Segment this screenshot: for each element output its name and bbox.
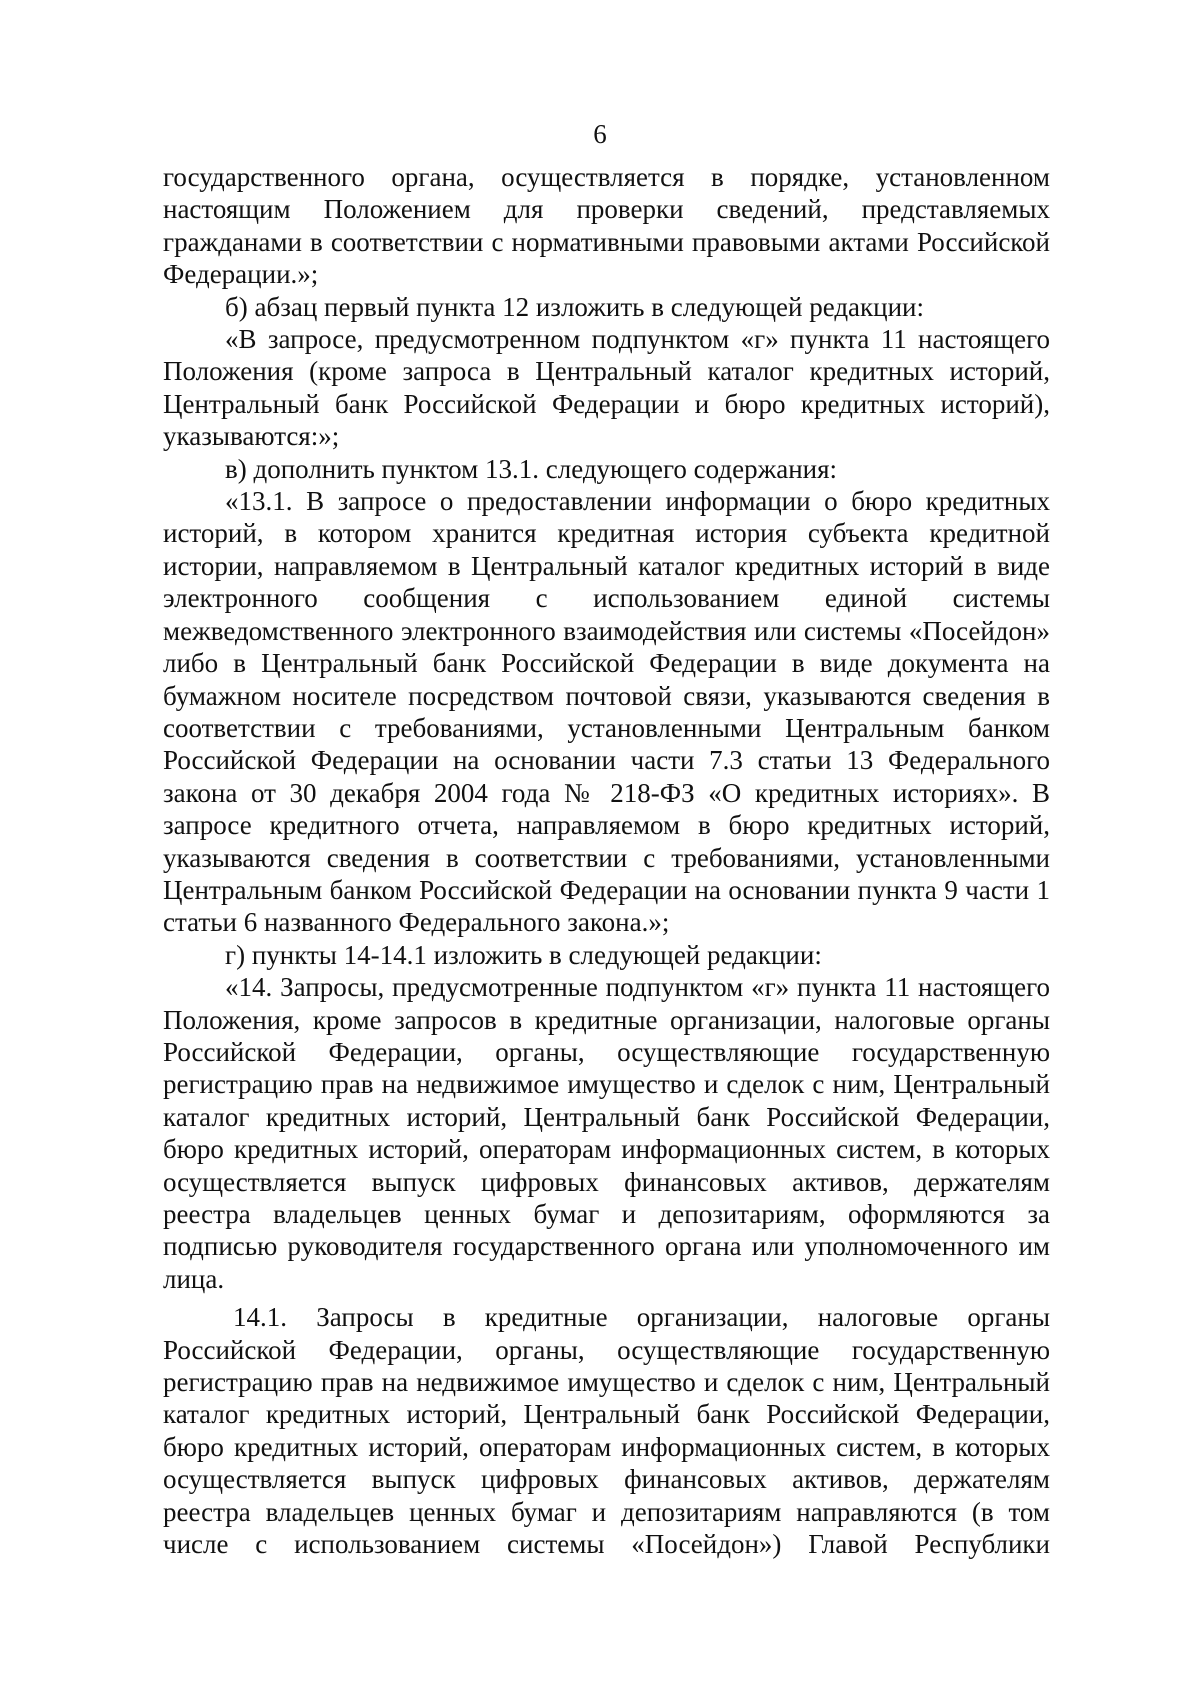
page-number: 6 [593, 119, 607, 149]
paragraph-amendment-g: г) пункты 14-14.1 изложить в следующей редакции: [225, 939, 822, 970]
paragraph-clause-14: «14. Запросы, предусмотренные подпунктом «г» пункта 11 настоящего Положения, кроме запросов в кредитные организации, налоговые органы Российской Федерации, органы, осуществляющие государственную регистрацию прав на недвижимое имущество и сделок с ним, Центральный каталог кредитных историй, Центральный банк Российской Федерации, бюро кредитных историй, операторам информационных систем, в которых осуществляется выпуск цифровых финансовых активов, держателям реестра владельцев ценных бумаг и депозитариям, оформляются за подписью руководителя государственного органа или уполномоченного им лица. [163, 972, 1050, 1294]
document-body [163, 161, 1050, 1560]
paragraph-clause-13-1: «13.1. В запросе о предоставлении информации о бюро кредитных историй, в котором хранится кредитная история субъекта кредитной истории, направляемом в Центральный каталог кредитных историй в виде электронного сообщения с использованием единой системы межведомственного электронного взаимодействия или системы «Посейдон» либо в Центральный банк Российской Федерации в виде документа на бумажном носителе посредством почтовой связи, указываются сведения в соответствии с требованиями, установленными Центральным банком Российской Федерации на основании части 7.3 статьи 13 Федерального закона от 30 декабря 2004 года № 218-ФЗ «О кредитных историях». В запросе кредитного отчета, направляемом в бюро кредитных историй, указываются сведения в соответствии с требованиями, установленными Центральным банком Российской Федерации на основании пункта 9 части 1 статьи 6 названного Федерального закона.»; [163, 486, 1050, 938]
paragraph-clause-14-1: 14.1. Запросы в кредитные организации, налоговые органы Российской Федерации, органы, осуществляющие государственную регистрацию прав на недвижимое имущество и сделок с ним, Центральный каталог кредитных историй, Центральный банк Российской Федерации, бюро кредитных историй, операторам информационных систем, в которых осуществляется выпуск цифровых финансовых активов, держателям реестра владельцев ценных бумаг и депозитариям направляются (в том числе с использованием системы «Посейдон») Главой Республики [163, 1302, 1050, 1560]
paragraph-amendment-v: в) дополнить пунктом 13.1. следующего содержания: [225, 453, 838, 484]
paragraph-amendment-b: б) абзац первый пункта 12 изложить в следующей редакции: [225, 291, 925, 322]
paragraph-clause-12-text: «В запросе, предусмотренном подпунктом «г» пункта 11 настоящего Положения (кроме запроса в Центральный каталог кредитных историй, Центральный банк Российской Федерации и бюро кредитных историй), указываются:»; [163, 324, 1050, 452]
paragraph-continuation: государственного органа, осуществляется в порядке, установленном настоящим Положением для проверки сведений, представляемых гражданами в соответствии с нормативными правовыми актами Российской Федерации.»; [163, 162, 1050, 290]
